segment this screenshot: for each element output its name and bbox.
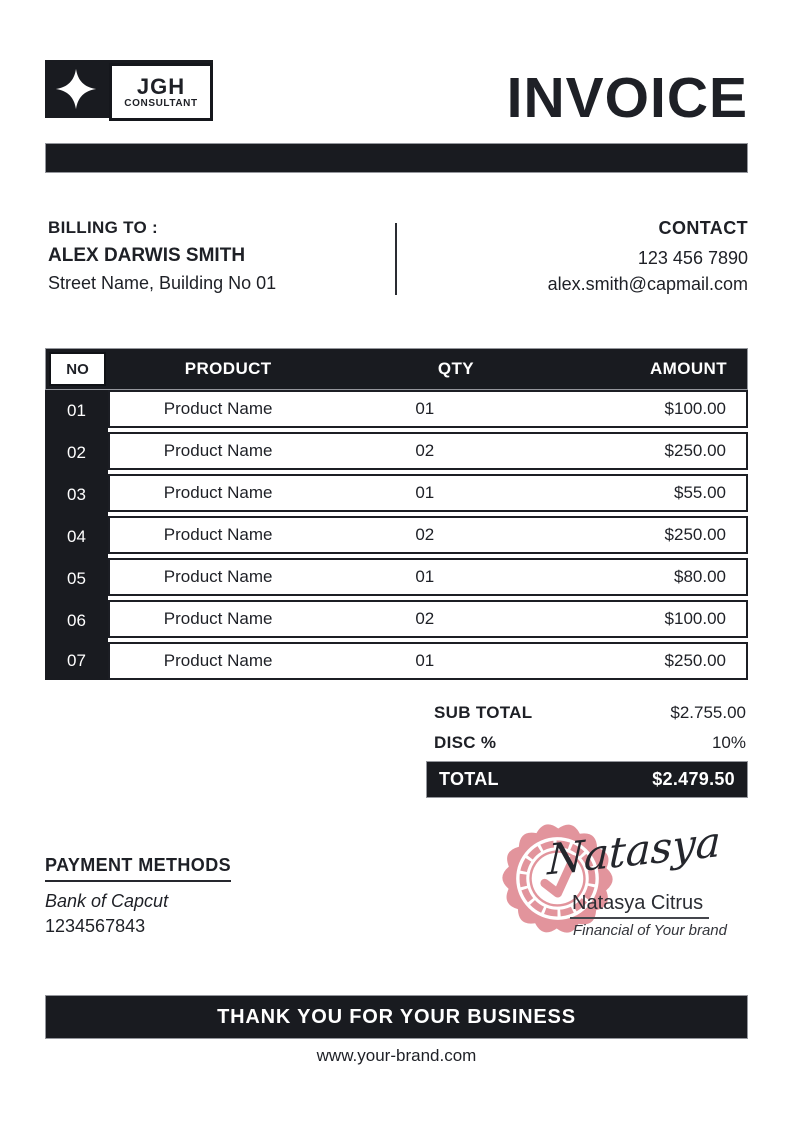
company-logo bbox=[45, 60, 215, 124]
table-row bbox=[108, 642, 748, 680]
table-row bbox=[108, 558, 748, 596]
parties-section bbox=[45, 218, 748, 304]
contact-heading: CONTACT bbox=[658, 218, 748, 238]
cell-qty: 01 bbox=[415, 651, 435, 670]
cell-product: Product Name bbox=[163, 441, 273, 460]
contact-email: alex.smith@capmail.com bbox=[547, 274, 748, 295]
table-rows bbox=[108, 390, 748, 680]
cell-amount: $250.00 bbox=[664, 525, 726, 544]
header-no-label: NO bbox=[49, 352, 106, 386]
subtotal-row bbox=[426, 698, 748, 728]
row-number-strip bbox=[45, 390, 108, 680]
cell-product: Product Name bbox=[163, 567, 273, 586]
header-qty-label: QTY bbox=[437, 359, 475, 378]
cell-product: Product Name bbox=[163, 651, 273, 670]
cell-qty: 01 bbox=[415, 399, 435, 418]
cell-qty: 01 bbox=[415, 567, 435, 586]
signatory-name: Natasya Citrus bbox=[570, 892, 709, 919]
page-title: INVOICE bbox=[506, 65, 748, 130]
payment-account-number: 1234567843 bbox=[45, 916, 146, 936]
billing-block bbox=[48, 218, 276, 294]
row-number: 01 bbox=[67, 401, 86, 420]
cell-qty: 02 bbox=[415, 525, 435, 544]
header bbox=[45, 60, 748, 130]
billing-address: Street Name, Building No 01 bbox=[48, 273, 277, 293]
table-body bbox=[45, 390, 748, 680]
subtotal-value: $2.755.00 bbox=[670, 703, 746, 722]
signature-script: Natasya bbox=[546, 816, 722, 885]
cell-amount: $250.00 bbox=[664, 651, 726, 670]
cell-product: Product Name bbox=[163, 525, 273, 544]
logo-label-box bbox=[109, 63, 213, 121]
cell-product: Product Name bbox=[163, 483, 273, 502]
sparkle-star-icon bbox=[54, 67, 98, 111]
footer-message: THANK YOU FOR YOUR BUSINESS bbox=[217, 1005, 576, 1028]
subtotal-label: SUB TOTAL bbox=[434, 703, 533, 722]
items-table bbox=[45, 348, 748, 680]
cell-amount: $100.00 bbox=[664, 399, 726, 418]
logo-brand-text: JGH bbox=[136, 73, 186, 99]
row-number: 05 bbox=[67, 569, 86, 588]
table-row bbox=[108, 390, 748, 428]
table-row bbox=[108, 516, 748, 554]
header-amount-label: AMOUNT bbox=[650, 359, 727, 378]
row-number: 03 bbox=[67, 485, 86, 504]
cell-product: Product Name bbox=[163, 399, 273, 418]
grand-total-row bbox=[426, 761, 748, 798]
billing-heading: BILLING TO : bbox=[48, 218, 158, 237]
grand-total-value: $2.479.50 bbox=[652, 769, 735, 789]
header-product-label: PRODUCT bbox=[184, 359, 272, 378]
footer-bar bbox=[45, 995, 748, 1039]
header-divider-bar bbox=[45, 143, 748, 173]
discount-value: 10% bbox=[711, 733, 746, 752]
payment-methods-section bbox=[45, 855, 231, 937]
cell-qty: 02 bbox=[415, 441, 435, 460]
cell-amount: $80.00 bbox=[674, 567, 726, 586]
row-number: 04 bbox=[67, 527, 86, 546]
logo-subtitle-text: CONSULTANT bbox=[124, 98, 198, 110]
cell-qty: 01 bbox=[415, 483, 435, 502]
cell-amount: $55.00 bbox=[674, 483, 726, 502]
contact-phone: 123 456 7890 bbox=[637, 248, 748, 268]
cell-amount: $100.00 bbox=[664, 609, 726, 628]
signatory-title: Financial of Your brand bbox=[573, 922, 727, 939]
cell-product: Product Name bbox=[163, 609, 273, 628]
website-url: www.your-brand.com bbox=[316, 1046, 477, 1065]
row-number: 07 bbox=[67, 651, 86, 670]
signature-block bbox=[495, 812, 760, 947]
table-row bbox=[108, 432, 748, 470]
row-number: 06 bbox=[67, 611, 86, 630]
table-row bbox=[108, 600, 748, 638]
cell-amount: $250.00 bbox=[664, 441, 726, 460]
grand-total-label: TOTAL bbox=[439, 769, 499, 789]
table-header-row bbox=[45, 348, 748, 390]
discount-row bbox=[426, 728, 748, 758]
discount-label: DISC % bbox=[434, 733, 497, 752]
payment-bank-name: Bank of Capcut bbox=[45, 891, 169, 911]
row-number: 02 bbox=[67, 443, 86, 462]
cell-qty: 02 bbox=[415, 609, 435, 628]
vertical-divider bbox=[395, 223, 397, 295]
table-row bbox=[108, 474, 748, 512]
contact-block bbox=[548, 218, 748, 297]
payment-methods-heading: PAYMENT METHODS bbox=[45, 855, 231, 882]
billing-name: ALEX DARWIS SMITH bbox=[48, 245, 246, 266]
totals-section bbox=[426, 698, 748, 798]
header-no-cell bbox=[46, 349, 109, 389]
